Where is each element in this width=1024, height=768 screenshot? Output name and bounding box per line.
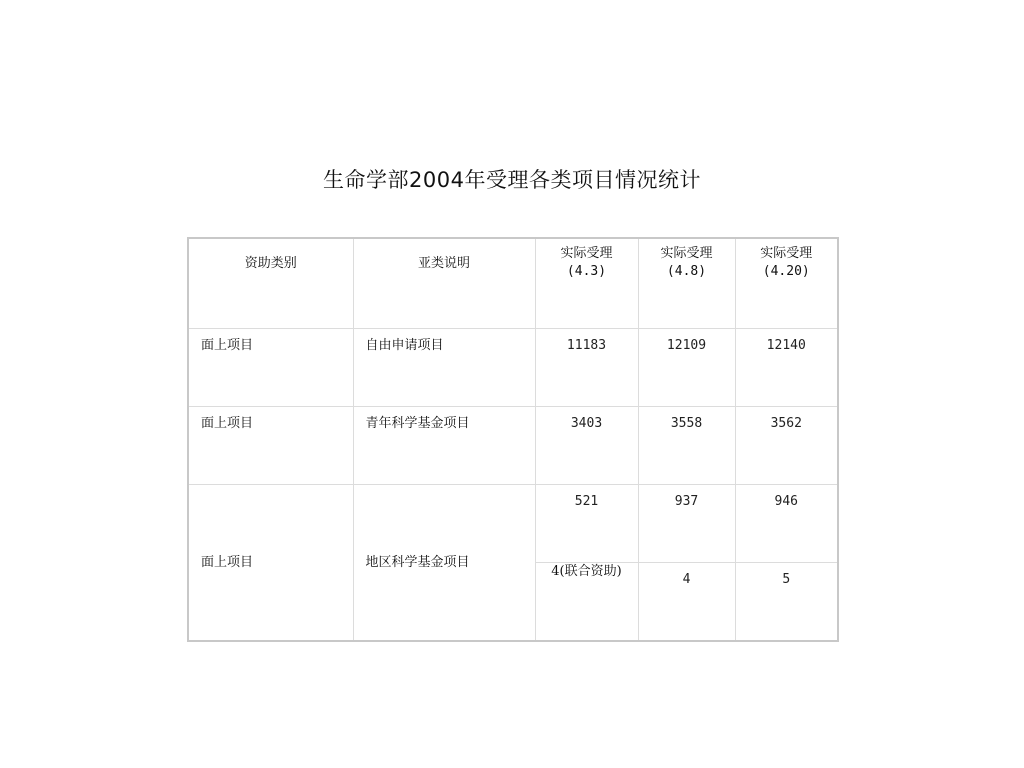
header-accepted-4-20 bbox=[735, 238, 838, 329]
header-date-label: (4.8) bbox=[666, 264, 707, 279]
header-accepted-label: 实际受理 bbox=[560, 246, 613, 261]
category-cell: 面上项目 bbox=[188, 407, 353, 485]
accepted-4-8-cell: 3558 bbox=[638, 407, 735, 485]
header-subcategory-label: 亚类说明 bbox=[417, 256, 470, 271]
joint-4-20-cell: 5 bbox=[735, 563, 838, 642]
header-date-label: (4.3) bbox=[566, 264, 607, 279]
header-date-label: (4.20) bbox=[762, 264, 810, 279]
accepted-4-3-cell: 3403 bbox=[535, 407, 638, 485]
header-funding-category-label: 资助类别 bbox=[244, 256, 297, 271]
joint-funding-cell: 4(联合资助) bbox=[535, 563, 638, 642]
subcategory-cell: 青年科学基金项目 bbox=[353, 407, 535, 485]
subcategory-cell: 自由申请项目 bbox=[353, 329, 535, 407]
accepted-4-3-cell: 11183 bbox=[535, 329, 638, 407]
header-funding-category bbox=[188, 238, 353, 329]
accepted-4-8-cell: 937 bbox=[638, 485, 735, 563]
statistics-table bbox=[187, 237, 839, 642]
header-accepted-4-3 bbox=[535, 238, 638, 329]
accepted-4-8-cell: 12109 bbox=[638, 329, 735, 407]
header-subcategory bbox=[353, 238, 535, 329]
document-title: 生命学部2004年受理各类项目情况统计 bbox=[323, 168, 701, 192]
header-accepted-label: 实际受理 bbox=[760, 246, 813, 261]
category-cell: 面上项目 bbox=[188, 485, 353, 642]
category-cell: 面上项目 bbox=[188, 329, 353, 407]
header-accepted-4-8 bbox=[638, 238, 735, 329]
accepted-4-20-cell: 12140 bbox=[735, 329, 838, 407]
accepted-4-20-cell: 946 bbox=[735, 485, 838, 563]
subcategory-cell: 地区科学基金项目 bbox=[353, 485, 535, 642]
table-row bbox=[188, 407, 838, 485]
table-row bbox=[188, 329, 838, 407]
accepted-4-20-cell: 3562 bbox=[735, 407, 838, 485]
accepted-4-3-cell: 521 bbox=[535, 485, 638, 563]
table-row bbox=[188, 485, 838, 563]
header-accepted-label: 实际受理 bbox=[660, 246, 713, 261]
joint-4-8-cell: 4 bbox=[638, 563, 735, 642]
table-header-row bbox=[188, 238, 838, 329]
